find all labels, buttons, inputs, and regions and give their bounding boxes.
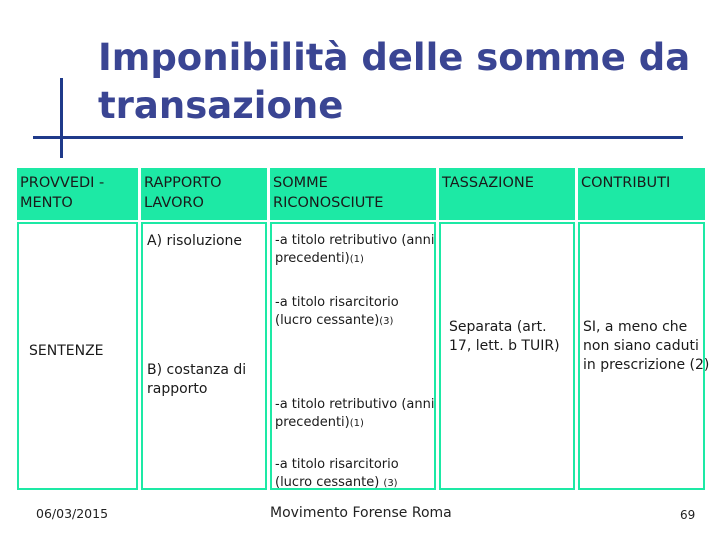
cell-provvedimento [17,222,138,490]
slide-title: Imponibilità delle somme da transazione [98,36,691,127]
somme-item-1 [275,232,435,269]
tassazione-value: Separata (art. 17, lett. b TUIR) [449,319,560,354]
decorative-horizontal-line [33,136,683,139]
header-contributi: CONTRIBUTI [578,168,705,220]
somme-item-1-text: -a titolo retributivo (anni precedenti) [275,233,435,266]
table-header-row [17,168,705,220]
cell-rapporto-lavoro [141,222,267,490]
header-somme-riconosciute: SOMME RICONOSCIUTE [270,168,436,220]
contributi-value: SI, a meno che non siano caduti in prescrizione (2) [583,319,710,373]
table-body-row [17,222,705,490]
somme-item-2-text: -a titolo risarcitorio (lucro cessante) [275,295,399,328]
decorative-vertical-line [60,78,63,158]
somme-item-3-text: -a titolo retributivo (anni precedenti) [275,397,435,430]
cell-tassazione [439,222,575,490]
rapporto-risoluzione: A) risoluzione [147,233,243,249]
somme-item-4-note: (3) [383,478,398,489]
footer-organization: Movimento Forense Roma [270,505,452,521]
header-provvedimento: PROVVEDI - MENTO [17,168,138,220]
cell-somme-riconosciute [270,222,436,490]
somme-item-3 [275,396,435,433]
footer-date: 06/03/2015 [36,506,109,521]
header-rapporto-lavoro: RAPPORTO LAVORO [141,168,267,220]
cell-contributi [578,222,710,490]
somme-item-2 [275,294,435,331]
somme-item-4 [275,456,435,493]
rapporto-costanza: B) costanza di rapporto [147,362,247,397]
somme-item-3-note: (1) [349,418,364,429]
provvedimento-value: SENTENZE [29,343,104,359]
taxation-table [14,166,708,492]
page-number: 69 [680,508,696,522]
somme-item-1-note: (1) [349,254,364,265]
somme-item-2-note: (3) [379,316,394,327]
header-tassazione: TASSAZIONE [439,168,575,220]
somme-item-4-text: -a titolo risarcitorio (lucro cessante) [275,457,399,490]
